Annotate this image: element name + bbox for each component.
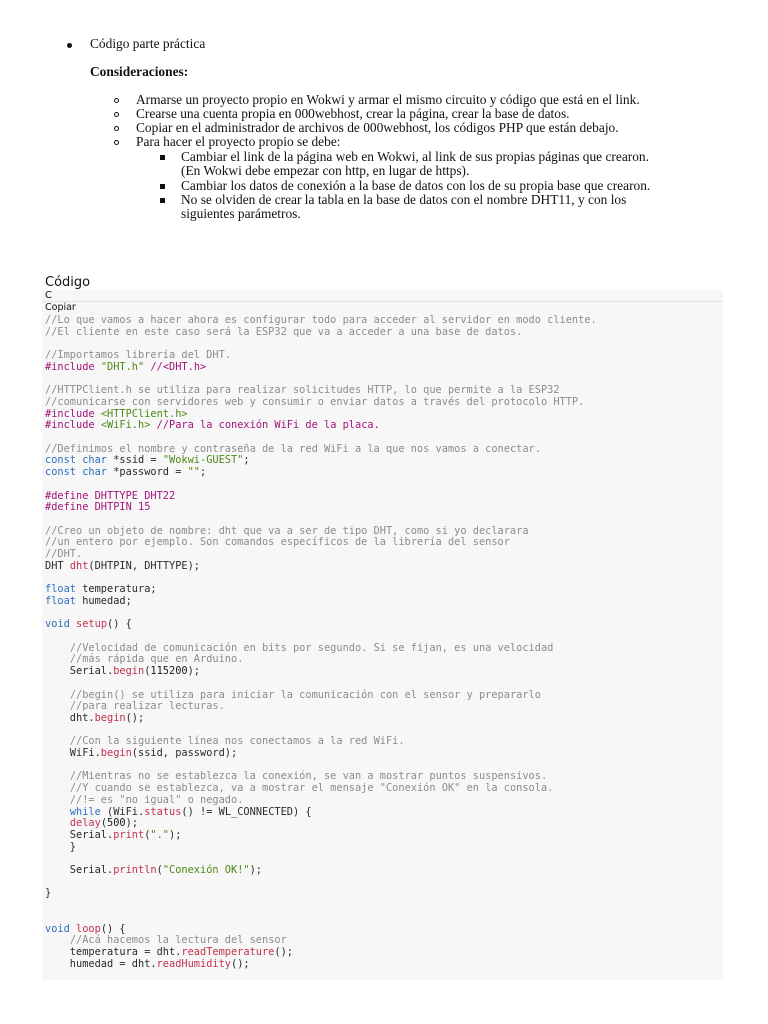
code-heading: Código [45, 275, 91, 290]
list-item: Crearse una cuenta propia en 000webhost, crear la página, crear la base de datos. [136, 106, 570, 121]
list-item: Para hacer el proyecto propio se debe: [136, 134, 341, 149]
sub-list-item: No se olviden de crear la tabla en la base de datos con el nombre DHT11, y con los [181, 192, 627, 207]
circle-bullet-icon [114, 112, 119, 117]
bullet-icon [67, 43, 72, 48]
circle-bullet-icon [114, 140, 119, 145]
list-item: Armarse un proyecto propio en Wokwi y armar el mismo circuito y código que está en el link. [136, 92, 640, 107]
sub-list-item: Cambiar el link de la página web en Wokwi, al link de sus propias páginas que crearon. [181, 149, 649, 164]
code-content: //Lo que vamos a hacer ahora es configurar todo para acceder al servidor en modo cliente. //El cliente en este caso será la ESP32 que va a acceder a una base de datos. //Importamos librería del DHT. #include "DHT.h" //<DHT.h> //HTTPClient.h se utiliza para realizar solicitudes HTTP, lo que permite a la ESP32 //comunicarse con servidores web y consumir o enviar datos a través del protocolo HTTP. #include <HTTPClient.h> #include <WiFi.h> //Para la conexión WiFi de la placa. //Definimos el nombre y contraseña de la red WiFi a la que nos vamos a conectar. const char *ssid = "Wokwi-GUEST"; const char *password = ""; #define DHTTYPE DHT22 #define DHTPIN 15 //Creo un objeto de nombre: dht que va a ser de tipo DHT, como si yo declarara //un entero por ejemplo. Son comandos específicos de la librería del sensor //DHT. DHT dht(DHTPIN, DHTTYPE); float temperatura; float humedad; void setup() { //Velocidad de comunicación en bits por segundo. Si se fijan, es una velocidad //más rápida que en Arduino. Serial.begin(115200); //begin() se utiliza para iniciar la comunicación con el sensor y prepararlo //para realizar lecturas. dht.begin(); //Con la siguiente línea nos conectamos a la red WiFi. WiFi.begin(ssid, password); //Mientras no se establezca la conexión, se van a mostrar puntos suspensivos. //Y cuando se establezca, va a mostrar el mensaje "Conexión OK" en la consola. //!= es "no igual" o negado. while (WiFi.status() != WL_CONNECTED) { delay(500); Serial.print("."); } Serial.println("Conexión OK!"); } void loop() { //Acá hacemos la lectura del sensor temperatura = dht.readTemperature(); humedad = dht.readHumidity(); [45, 314, 597, 970]
code-toolbar-divider [42, 301, 723, 302]
sub-list-item-continuation: (En Wokwi debe empezar con http, en lugar de https). [181, 163, 470, 178]
copy-button[interactable]: Copiar [45, 302, 76, 313]
square-bullet-icon [160, 155, 165, 160]
considerations-title: Consideraciones: [90, 64, 189, 79]
circle-bullet-icon [114, 98, 119, 103]
list-item: Copiar en el administrador de archivos de 000webhost, los códigos PHP que están debajo. [136, 120, 619, 135]
circle-bullet-icon [114, 126, 119, 131]
sub-list-item: Cambiar los datos de conexión a la base de datos con los de su propia base que crearon. [181, 178, 651, 193]
section-bullet-label: Código parte práctica [90, 36, 206, 51]
square-bullet-icon [160, 184, 165, 189]
sub-list-item-continuation: siguientes parámetros. [181, 206, 301, 221]
code-language-label: C [45, 290, 52, 301]
square-bullet-icon [160, 198, 165, 203]
